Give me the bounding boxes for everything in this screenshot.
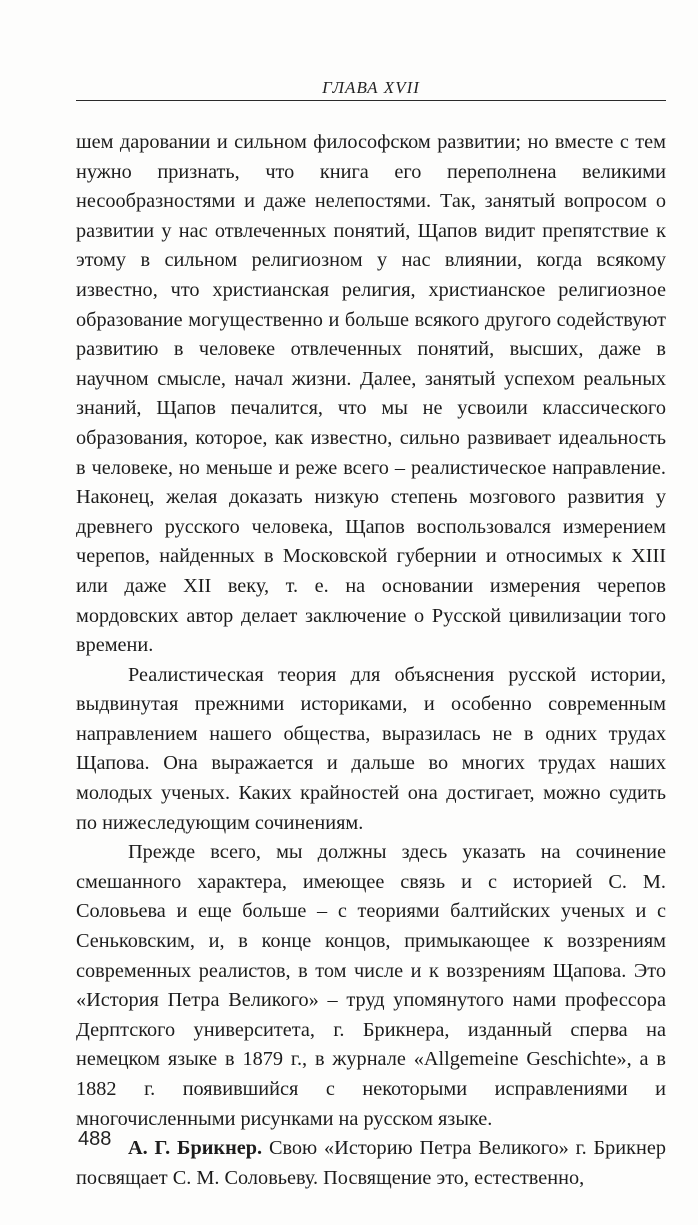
- header-rule: [76, 100, 666, 101]
- section-author-name: А. Г. Брикнер.: [128, 1137, 263, 1160]
- body-text: [76, 128, 666, 1193]
- paragraph-realist-theory: Реалистическая теория для объяснения русской истории, выдвинутая прежними историками, и особенно современным направлением нашего общества, выразилась не в одних трудах Щапова. Она выражается и дальше во многих трудах наших молодых ученых. Каких крайностей она достигает, можно судить по нижеследующим сочинениям.: [76, 663, 666, 834]
- paragraph-brikner: [76, 1134, 666, 1193]
- page-number: 488: [78, 1128, 112, 1150]
- running-head: ГЛАВА XVII: [322, 78, 420, 97]
- paragraph-peter-history: Прежде всего, мы должны здесь указать на сочинение смешанного характера, имеющее связь и с историей С. М. Соловьева и еще больше – с теориями балтийских ученых и с Сеньковским, и, в конце концов, примыкающее к воззрениям современных реалистов, в том числе и к воззрениям Щапова. Это «История Петра Великого» – труд упомянутого нами профессора Дерптского университета, г. Брикнера, изданный сперва на немецком языке в 1879 г., в журнале «Allgemeine Geschichte», а в 1882 г. появившийся с некоторыми исправлениями и многочисленными рисунками на русском языке.: [76, 841, 666, 1130]
- paragraph-brikner-text: Свою «Историю Петра Великого» г. Брикнер посвящает С. М. Соловьеву. Посвящение это, естественно,: [76, 1137, 667, 1189]
- paragraph-continued: шем даровании и сильном философском развитии; но вместе с тем нужно признать, что книга его переполнена великими несообразностями и даже нелепостями. Так, занятый вопросом о развитии у нас отвлеченных понятий, Щапов видит препятствие к этому в сильном религиозном у нас влиянии, когда всякому известно, что христианская религия, христианское религиозное образование могущественно и больше всякого другого содействуют развитию в человеке отвлеченных понятий, высших, даже в научном смысле, начал жизни. Далее, занятый успехом реальных знаний, Щапов печалится, что мы не усвоили классического образования, которое, как известно, сильно развивает идеальность в человеке, но меньше и реже всего – реалистическое направление. Наконец, желая доказать низкую степень мозгового развития у древнего русского человека, Щапов воспользовался измерением черепов, найденных в Московской губернии и относимых к XIII или даже XII веку, т. е. на основании измерения черепов мордовских автор делает заключение о Русской цивилизации того времени.: [76, 131, 666, 657]
